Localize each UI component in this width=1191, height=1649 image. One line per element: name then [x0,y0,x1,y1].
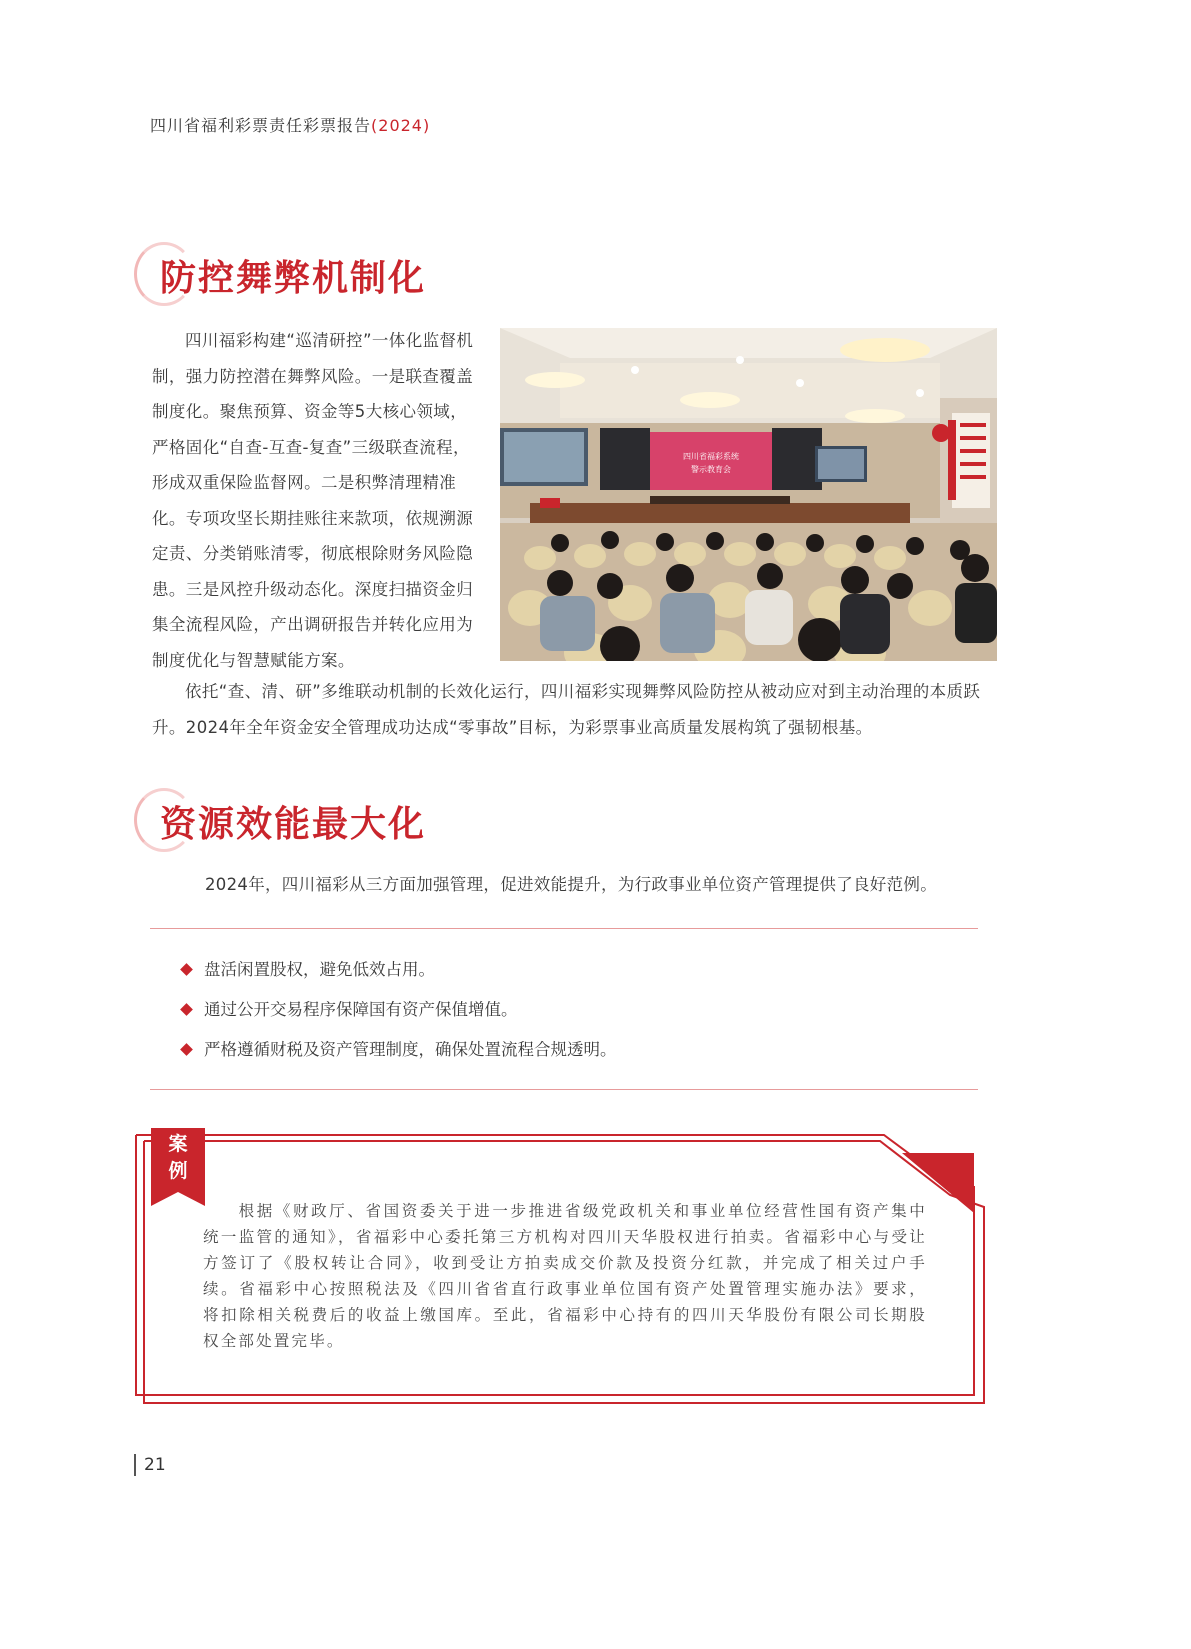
section-title: 防控舞弊机制化 [160,258,427,299]
measures-list [180,950,617,1070]
diamond-bullet-icon [180,1003,193,1016]
meeting-photo [500,328,997,661]
page-number: 21 [134,1454,166,1476]
list-item: 通过公开交易程序保障国有资产保值增值。 [180,990,617,1030]
list-item: 严格遵循财税及资产管理制度，确保处置流程合规透明。 [180,1030,617,1070]
section2-intro: 2024年，四川福彩从三方面加强管理，促进效能提升，为行政事业单位资产管理提供了良好范例。 [205,875,937,894]
case-tag-label: 案 例 [168,1133,188,1182]
report-header [150,113,430,136]
report-year: (2024) [371,116,431,135]
section-heading-anti-fraud [134,242,454,312]
screen-text-line1: 四川省福彩系统 [683,452,739,461]
divider-top [150,928,978,929]
section-title: 资源效能最大化 [160,804,427,845]
diamond-bullet-icon [180,1043,193,1056]
section1-paragraph-1: 四川福彩构建“巡清研控”一体化监督机制，强力防控潜在舞弊风险。一是联查覆盖制度化。聚焦预算、资金等5大核心领域，严格固化“自查-互查-复查”三级联查流程，形成双重保险监督网。二是积弊清理精准化。专项攻坚长期挂账往来款项，依规溯源定责、分类销账清零，彻底根除财务风险隐患。三是风控升级动态化。深度扫描资金归集全流程风险，产出调研报告并转化应用为制度优化与智慧赋能方案。 [152,331,474,670]
list-item: 盘活闲置股权，避免低效占用。 [180,950,617,990]
screen-text-line2: 警示教育会 [691,465,731,474]
section-heading-resource-efficiency [134,788,454,858]
case-body-text: 根据《财政厅、省国资委关于进一步推进省级党政机关和事业单位经营性国有资产集中统一监管的通知》，省福彩中心委托第三方机构对四川天华股权进行拍卖。省福彩中心与受让方签订了《股权转让合同》，收到受让方拍卖成交价款及投资分红款，并完成了相关过户手续。省福彩中心按照税法及《四川省省直行政事业单位国有资产处置管理实施办法》要求，将扣除相关税费后的收益上缴国库。至此，省福彩中心持有的四川天华股份有限公司长期股权全部处置完毕。 [203,1202,927,1350]
diamond-bullet-icon [180,963,193,976]
report-title: 四川省福利彩票责任彩票报告 [150,116,372,135]
section1-paragraph-2: 依托“查、清、研”多维联动机制的长效化运行，四川福彩实现舞弊风险防控从被动应对到主动治理的本质跃升。2024年全年资金安全管理成功达成“零事故”目标，为彩票事业高质量发展构筑了强韧根基。 [152,682,981,737]
divider-bottom [150,1089,978,1090]
